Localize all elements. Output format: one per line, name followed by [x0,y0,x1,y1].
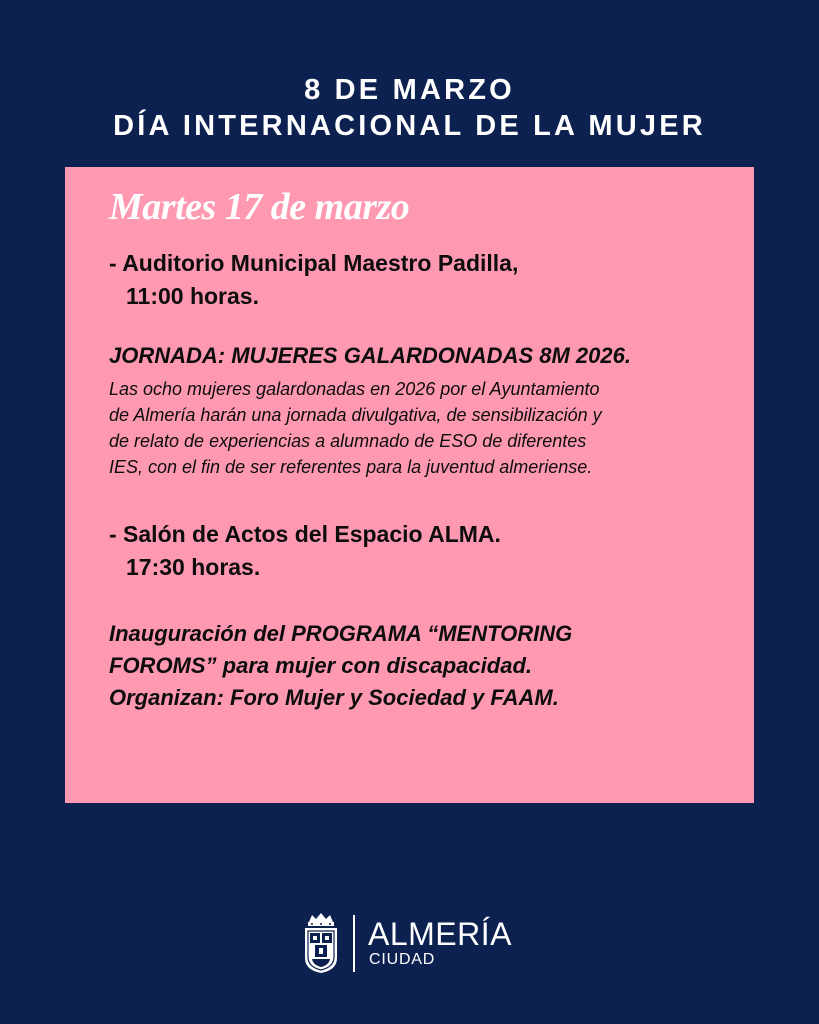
inauguracion-line: FOROMS” para mujer con discapacidad. [109,653,532,678]
event-card [65,167,754,803]
venue-time: 11:00 horas. [126,283,259,309]
venue-time: 17:30 horas. [126,554,261,580]
almeria-logo [303,912,523,974]
jornada-line: IES, con el fin de ser referentes para la juventud almeriense. [109,457,593,477]
header-date: 8 DE MARZO [304,74,515,106]
logo-divider [353,915,355,972]
venue-auditorio [109,247,518,313]
page-header [0,72,819,144]
venue-name: - Auditorio Municipal Maestro Padilla, [109,250,519,276]
inauguracion-line: Inauguración del PROGRAMA “MENTORING [109,621,573,646]
jornada-description [109,376,749,480]
jornada-line: de relato de experiencias a alumnado de ESO de diferentes [109,431,587,451]
coat-of-arms-icon [303,912,339,974]
logo-name: ALMERÍA [368,916,512,952]
logo-subtitle: CIUDAD [369,951,436,968]
venue-espacio-alma [109,518,501,584]
venue-name: - Salón de Actos del Espacio ALMA. [109,521,501,547]
jornada-line: Las ocho mujeres galardonadas en 2026 por el Ayuntamiento [109,379,600,399]
jornada-title: JORNADA: MUJERES GALARDONADAS 8M 2026. [109,343,631,368]
jornada-line: de Almería harán una jornada divulgativa, de sensibilización y [109,405,602,425]
inauguracion-text [109,618,572,714]
event-date: Martes 17 de marzo [109,186,410,228]
header-title: DÍA INTERNACIONAL DE LA MUJER [113,110,706,142]
inauguracion-line: Organizan: Foro Mujer y Sociedad y FAAM. [109,685,559,710]
